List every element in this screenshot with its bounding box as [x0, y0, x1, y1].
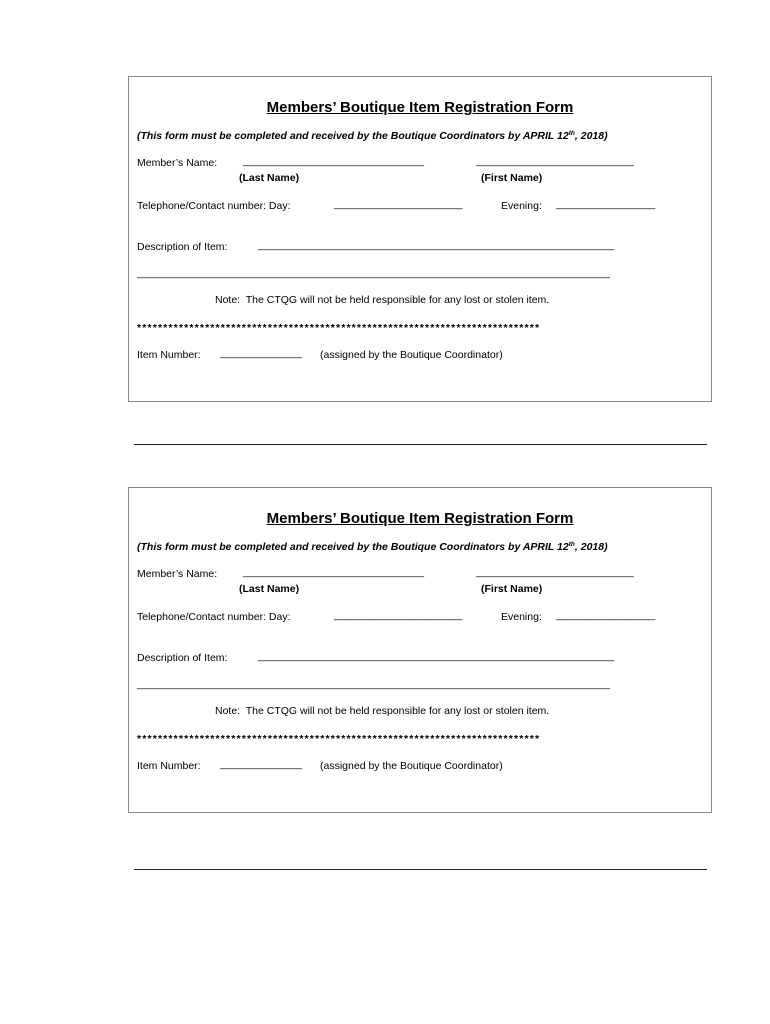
cut-line-1 [134, 444, 707, 445]
last-name-caption: (Last Name) [239, 172, 300, 184]
evening-phone-field[interactable]: _________________ [556, 609, 656, 621]
description-label: Description of Item: [137, 241, 228, 253]
disclaimer-note: Note: The CTQG will not be held responsible for any lost or stolen item. [215, 294, 550, 306]
first-name-field[interactable]: ___________________________ [476, 566, 634, 578]
separator-stars: ***************************************************************************** [137, 322, 541, 334]
evening-label: Evening: [501, 200, 542, 212]
day-phone-field[interactable]: ______________________ [334, 198, 463, 210]
description-label: Description of Item: [137, 652, 228, 664]
last-name-field[interactable]: _______________________________ [243, 155, 425, 167]
item-number-note: (assigned by the Boutique Coordinator) [320, 349, 503, 361]
form-title: Members’ Boutique Item Registration Form [266, 99, 574, 116]
day-phone-field[interactable]: ______________________ [334, 609, 463, 621]
last-name-field[interactable]: _______________________________ [243, 566, 425, 578]
description-field[interactable]: _____________________________________________________________ [258, 239, 615, 251]
cut-line-2 [134, 869, 707, 870]
form-instructions: (This form must be completed and received by the Boutique Coordinators by APRIL 12th, 2018) [137, 130, 608, 142]
member-name-label: Member’s Name: [137, 568, 218, 580]
item-number-label: Item Number: [137, 349, 201, 361]
member-name-label: Member’s Name: [137, 157, 218, 169]
first-name-caption: (First Name) [481, 172, 543, 184]
form-title: Members’ Boutique Item Registration Form [266, 510, 574, 527]
item-number-field[interactable]: ______________ [220, 347, 302, 359]
description-field-line-2[interactable]: _________________________________________________________________________________ [137, 678, 611, 690]
first-name-field[interactable]: ___________________________ [476, 155, 634, 167]
registration-form-1 [128, 76, 712, 402]
item-number-field[interactable]: ______________ [220, 758, 302, 770]
disclaimer-note: Note: The CTQG will not be held responsible for any lost or stolen item. [215, 705, 550, 717]
evening-label: Evening: [501, 611, 542, 623]
first-name-caption: (First Name) [481, 583, 543, 595]
phone-label: Telephone/Contact number: Day: [137, 611, 291, 623]
phone-label: Telephone/Contact number: Day: [137, 200, 291, 212]
item-number-label: Item Number: [137, 760, 201, 772]
registration-form-2 [128, 487, 712, 813]
description-field[interactable]: _____________________________________________________________ [258, 650, 615, 662]
form-instructions: (This form must be completed and received by the Boutique Coordinators by APRIL 12th, 2018) [137, 541, 608, 553]
item-number-note: (assigned by the Boutique Coordinator) [320, 760, 503, 772]
description-field-line-2[interactable]: _________________________________________________________________________________ [137, 267, 611, 279]
separator-stars: ***************************************************************************** [137, 733, 541, 745]
evening-phone-field[interactable]: _________________ [556, 198, 656, 210]
last-name-caption: (Last Name) [239, 583, 300, 595]
